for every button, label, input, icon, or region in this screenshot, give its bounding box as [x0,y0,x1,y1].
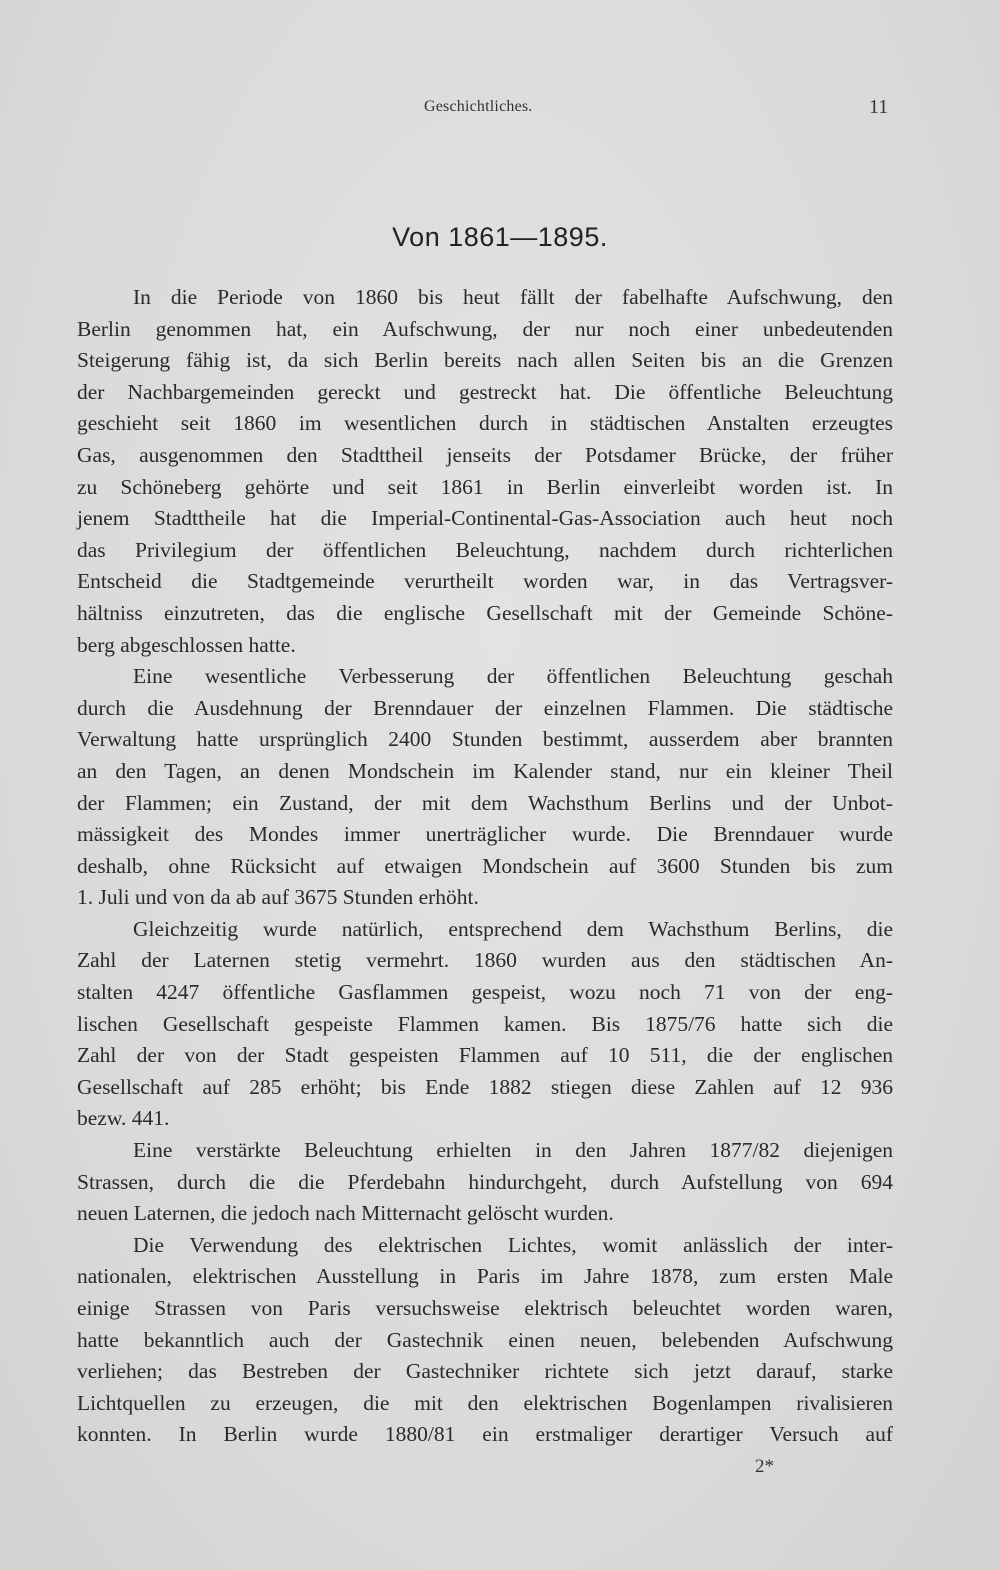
text-line: Gleichzeitig wurde natürlich, entsprechend dem Wachsthum Berlins, die [133,916,893,941]
text-line: lischen Gesellschaft gespeiste Flammen kamen. Bis 1875/76 hatte sich die [77,1011,893,1036]
text-line: hältniss einzutreten, das die englische Gesellschaft mit der Gemeinde Schöne- [77,600,893,625]
text-line: In die Periode von 1860 bis heut fällt der fabelhafte Aufschwung, den [133,285,893,309]
text-line: Entscheid die Stadtgemeinde verurtheilt worden war, in das Vertragsver- [77,569,893,594]
text-line: Zahl der von der Stadt gespeisten Flammen auf 10 511, die der englischen [77,1043,893,1068]
text-line: Gesellschaft auf 285 erhöht; bis Ende 1882 stiegen diese Zahlen auf 12 936 [77,1074,893,1099]
text-line: bezw. 441. [77,1106,170,1131]
text-line: der Nachbargemeinden gereckt und gestreckt hat. Die öffentliche Beleuchtung [77,379,893,404]
text-line: durch die Ausdehnung der Brenndauer der einzelnen Flammen. Die städtische [77,695,893,720]
text-line: Die Verwendung des elektrischen Lichtes, womit anlässlich der inter- [133,1232,893,1257]
text-line: einige Strassen von Paris versuchsweise elektrisch beleuchtet worden waren, [77,1296,893,1320]
text-line: deshalb, ohne Rücksicht auf etwaigen Mondschein auf 3600 Stunden bis zum [77,853,893,878]
text-line: 1. Juli und von da ab auf 3675 Stunden erhöht. [77,885,479,910]
text-line: an den Tagen, an denen Mondschein im Kalender stand, nur ein kleiner Theil [77,758,893,783]
text-line: Strassen, durch die die Pferdebahn hindurchgeht, durch Aufstellung von 694 [77,1169,893,1194]
text-line: das Privilegium der öffentlichen Beleuchtung, nachdem durch richterlichen [77,537,893,562]
text-line: geschieht seit 1860 im wesentlichen durch in städtischen Anstalten erzeugtes [77,411,893,436]
text-line: Eine wesentliche Verbesserung der öffentlichen Beleuchtung geschah [133,664,893,689]
text-line: Eine verstärkte Beleuchtung erhielten in den Jahren 1877/82 diejenigen [133,1138,893,1163]
running-head: Geschichtliches. [424,98,533,115]
text-line: der Flammen; ein Zustand, der mit dem Wachsthum Berlins und der Unbot- [77,790,893,815]
text-line: verliehen; das Bestreben der Gastechniker richtete sich jetzt darauf, starke [77,1359,893,1384]
text-line: Verwaltung hatte ursprünglich 2400 Stunden bestimmt, ausserdem aber brannten [77,727,893,752]
text-line: nationalen, elektrischen Ausstellung in Paris im Jahre 1878, zum ersten Male [77,1264,893,1289]
page-number: 11 [869,96,889,118]
body-text [77,282,893,1451]
text-line: Gas, ausgenommen den Stadttheil jenseits der Potsdamer Brücke, der früher [77,442,893,467]
text-line: stalten 4247 öffentliche Gasflammen gespeist, wozu noch 71 von der eng- [77,980,893,1005]
text-line: hatte bekanntlich auch der Gastechnik einen neuen, belebenden Aufschwung [77,1327,893,1352]
text-line: zu Schöneberg gehörte und seit 1861 in Berlin einverleibt worden ist. In [77,474,893,499]
text-line: mässigkeit des Mondes immer unerträglicher wurde. Die Brenndauer wurde [77,822,893,847]
text-line: konnten. In Berlin wurde 1880/81 ein erstmaliger derartiger Versuch auf [77,1422,893,1447]
text-line: Berlin genommen hat, ein Aufschwung, der nur noch einer unbedeutenden [77,316,893,341]
text-line: Steigerung fähig ist, da sich Berlin bereits nach allen Seiten bis an die Grenzen [77,348,893,373]
text-line: Zahl der Laternen stetig vermehrt. 1860 wurden aus den städtischen An- [77,948,893,973]
text-line: neuen Laternen, die jedoch nach Mitternacht gelöscht wurden. [77,1201,614,1226]
section-title: Von 1861—1895. [392,222,608,252]
text-line: berg abgeschlossen hatte. [77,632,296,657]
signature-mark: 2* [755,1456,774,1477]
text-line: Lichtquellen zu erzeugen, die mit den elektrischen Bogenlampen rivalisieren [77,1390,893,1415]
text-line: jenem Stadttheile hat die Imperial-Continental-Gas-Association auch heut noch [77,506,893,531]
